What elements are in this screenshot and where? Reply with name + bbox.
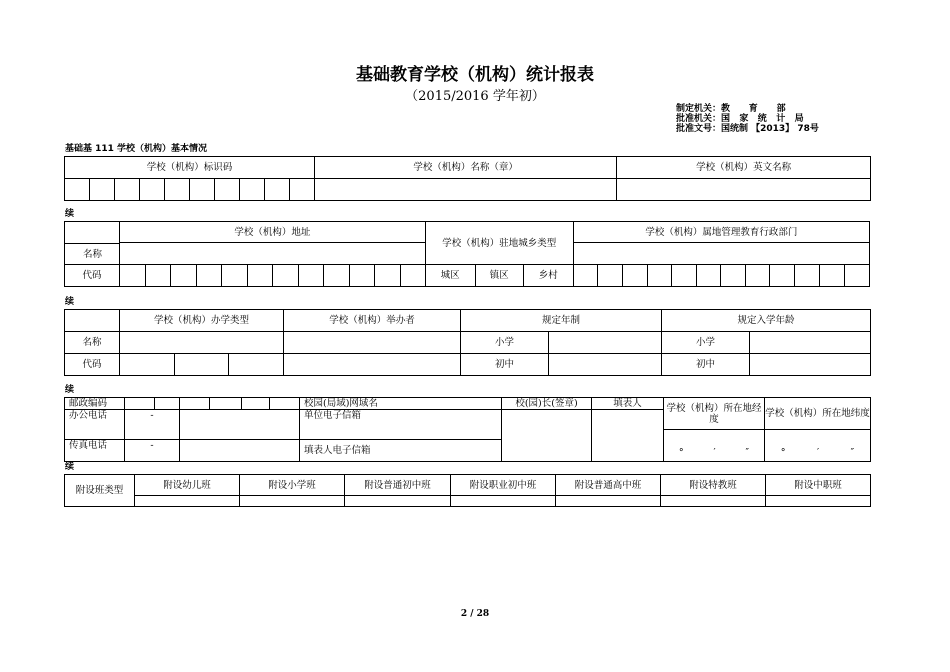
address-code-cell[interactable] xyxy=(400,265,425,287)
address-code-cell[interactable] xyxy=(120,265,146,287)
row-label: 代码 xyxy=(65,354,120,376)
junior-label: 初中 xyxy=(461,354,549,376)
primary-years-cell[interactable] xyxy=(549,332,662,354)
school-name-cell[interactable] xyxy=(315,179,617,201)
address-code-cell[interactable] xyxy=(247,265,273,287)
attached-class-table xyxy=(64,474,871,507)
section-heading: 续 xyxy=(65,297,75,307)
junior-age-cell[interactable] xyxy=(750,354,871,376)
length-header: 规定年制 xyxy=(461,310,662,332)
school-type-name-cell[interactable] xyxy=(120,332,284,354)
class-type-cell[interactable] xyxy=(661,496,766,507)
divider xyxy=(65,243,120,244)
urban-rural-header: 学校（机构）驻地城乡类型 xyxy=(425,222,573,265)
junior-label: 初中 xyxy=(662,354,750,376)
filler-signature-cell[interactable] xyxy=(592,410,664,462)
row-label: 代码 xyxy=(65,265,120,287)
admin-code-cell[interactable] xyxy=(745,265,770,287)
entry-age-header: 规定入学年龄 xyxy=(662,310,871,332)
address-code-cell[interactable] xyxy=(222,265,248,287)
admin-code-cell[interactable] xyxy=(622,265,647,287)
school-en-name-cell[interactable] xyxy=(617,179,871,201)
class-type-header: 附设幼儿班 xyxy=(135,475,240,496)
row-label: 名称 xyxy=(65,332,120,354)
col-en-header: 学校（机构）英文名称 xyxy=(617,157,871,179)
basic-info-table xyxy=(64,156,871,201)
latitude-min[interactable]: ′ xyxy=(817,447,820,458)
id-digit-cell[interactable] xyxy=(90,179,115,201)
sponsor-code-cell[interactable] xyxy=(284,354,461,376)
postcode-cell[interactable] xyxy=(155,398,180,410)
village-option[interactable]: 乡村 xyxy=(523,265,573,287)
contact-table xyxy=(64,397,871,462)
primary-label: 小学 xyxy=(662,332,750,354)
school-type-table xyxy=(64,309,871,376)
admin-code-cell[interactable] xyxy=(770,265,795,287)
postcode-label: 邮政编码 xyxy=(65,398,125,410)
address-code-cell[interactable] xyxy=(349,265,375,287)
row-label: 名称 xyxy=(82,249,102,260)
address-code-cell[interactable] xyxy=(171,265,197,287)
row-label: 附设班类型 xyxy=(65,475,135,507)
id-digit-cell[interactable] xyxy=(115,179,140,201)
meta-line: 批准机关：国 家 统 计 局 xyxy=(676,114,804,124)
latitude-header: 学校（机构）所在地纬度 xyxy=(765,398,871,430)
section-heading: 续 xyxy=(65,385,75,395)
postcode-cell[interactable] xyxy=(210,398,242,410)
fax-area[interactable]: - xyxy=(125,440,180,462)
id-digit-cell[interactable] xyxy=(165,179,190,201)
section-heading: 续 xyxy=(65,209,75,219)
school-type-code-cell[interactable] xyxy=(175,354,229,376)
class-type-cell[interactable] xyxy=(345,496,451,507)
website-label: 校园(局域)网域名 xyxy=(300,398,502,410)
sponsor-name-cell[interactable] xyxy=(284,332,461,354)
address-code-cell[interactable] xyxy=(145,265,171,287)
school-type-code-cell[interactable] xyxy=(120,354,175,376)
address-header: 学校（机构）地址 xyxy=(120,222,426,243)
junior-years-cell[interactable] xyxy=(549,354,662,376)
sponsor-header: 学校（机构）举办者 xyxy=(284,310,461,332)
class-type-header: 附设中职班 xyxy=(766,475,871,496)
office-phone-label: 办公电话 xyxy=(65,410,125,440)
unit-email-label[interactable]: 单位电子信箱 xyxy=(300,410,502,440)
postcode-cell[interactable] xyxy=(125,398,155,410)
admin-code-cell[interactable] xyxy=(573,265,598,287)
class-type-cell[interactable] xyxy=(451,496,556,507)
address-code-cell[interactable] xyxy=(375,265,401,287)
fax-label: 传真电话 xyxy=(65,440,125,462)
office-phone-area[interactable]: - xyxy=(125,410,180,440)
class-type-header: 附设小学班 xyxy=(240,475,345,496)
postcode-cell[interactable] xyxy=(242,398,270,410)
col-name-header: 学校（机构）名称（章） xyxy=(315,157,617,179)
meta-line: 制定机关：教 育 部 xyxy=(676,104,786,114)
urban-option[interactable]: 城区 xyxy=(425,265,475,287)
class-type-cell[interactable] xyxy=(766,496,871,507)
fax-number[interactable] xyxy=(180,440,300,462)
class-type-cell[interactable] xyxy=(240,496,345,507)
class-type-header: 附设普通初中班 xyxy=(345,475,451,496)
section-heading: 基础基 111 学校（机构）基本情况 xyxy=(65,144,208,154)
id-digit-cell[interactable] xyxy=(65,179,90,201)
latitude-sec[interactable]: ″ xyxy=(850,447,855,458)
admin-code-cell[interactable] xyxy=(795,265,820,287)
section-heading: 续 xyxy=(65,462,75,472)
postcode-cell[interactable] xyxy=(270,398,300,410)
address-name-cell[interactable] xyxy=(120,243,426,265)
id-digit-cell[interactable] xyxy=(265,179,290,201)
filler-label: 填表人 xyxy=(592,398,664,410)
report-title: 基础教育学校（机构）统计报表 xyxy=(356,65,594,85)
latitude-deg[interactable]: ° xyxy=(780,447,786,458)
admin-code-cell[interactable] xyxy=(647,265,672,287)
address-code-cell[interactable] xyxy=(324,265,350,287)
class-type-header: 附设职业初中班 xyxy=(451,475,556,496)
page-number: 2 / 28 xyxy=(460,609,490,619)
admin-code-cell[interactable] xyxy=(598,265,623,287)
filler-email-label[interactable]: 填表人电子信箱 xyxy=(300,440,502,462)
admin-code-cell[interactable] xyxy=(819,265,844,287)
admin-code-cell[interactable] xyxy=(672,265,697,287)
id-digit-cell[interactable] xyxy=(140,179,165,201)
postcode-cell[interactable] xyxy=(180,398,210,410)
admin-code-cell[interactable] xyxy=(721,265,746,287)
id-digit-cell[interactable] xyxy=(290,179,315,201)
primary-age-cell[interactable] xyxy=(750,332,871,354)
principal-signature-cell[interactable] xyxy=(502,410,592,462)
admin-dept-header: 学校（机构）属地管理教育行政部门 xyxy=(573,222,869,243)
address-code-cell[interactable] xyxy=(196,265,222,287)
admin-code-cell[interactable] xyxy=(844,265,869,287)
class-type-header: 附设特教班 xyxy=(661,475,766,496)
office-phone-number[interactable] xyxy=(180,410,300,440)
longitude-sec[interactable]: ″ xyxy=(745,447,750,458)
address-code-cell[interactable] xyxy=(298,265,324,287)
admin-code-cell[interactable] xyxy=(696,265,721,287)
report-meta xyxy=(676,104,819,134)
longitude-min[interactable]: ′ xyxy=(713,447,716,458)
longitude-deg[interactable]: ° xyxy=(678,447,684,458)
longitude-header: 学校（机构）所在地经度 xyxy=(664,398,765,430)
school-type-header: 学校（机构）办学类型 xyxy=(120,310,284,332)
id-digit-cell[interactable] xyxy=(215,179,240,201)
address-code-cell[interactable] xyxy=(273,265,299,287)
col-id-header: 学校（机构）标识码 xyxy=(65,157,315,179)
town-option[interactable]: 镇区 xyxy=(475,265,523,287)
address-table xyxy=(64,221,870,287)
id-digit-cell[interactable] xyxy=(240,179,265,201)
class-type-cell[interactable] xyxy=(556,496,661,507)
principal-label: 校(园)长(签章) xyxy=(502,398,592,410)
meta-line: 批准文号：国统制 【2013】 78号 xyxy=(676,124,819,134)
class-type-cell[interactable] xyxy=(135,496,240,507)
class-type-header: 附设普通高中班 xyxy=(556,475,661,496)
primary-label: 小学 xyxy=(461,332,549,354)
id-digit-cell[interactable] xyxy=(190,179,215,201)
admin-dept-name-cell[interactable] xyxy=(573,243,869,265)
report-subtitle: （2015/2016 学年初） xyxy=(405,89,545,104)
school-type-code-cell[interactable] xyxy=(229,354,284,376)
